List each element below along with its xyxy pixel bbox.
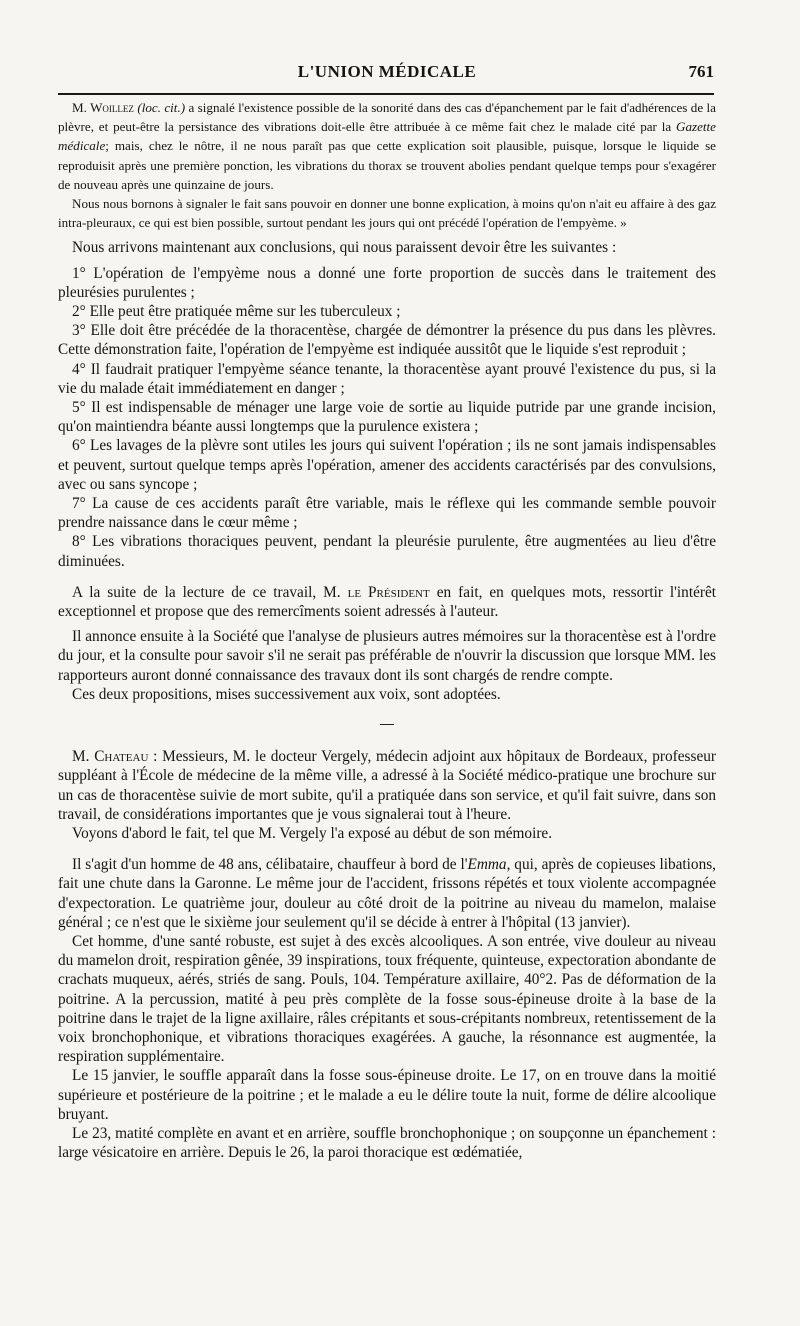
- president-title: le Président: [347, 583, 430, 601]
- paragraph-text: ; mais, chez le nôtre, il ne nous paraît pas que cette explication soit plausible, puisque, lorsque le liquide se reproduisit après une première ponction, les vibrations du thorax se trouvent abolies pendant quelque temps pour s'exagérer de nouveau après une quinzaine de jours.: [58, 138, 716, 192]
- conclusion-item: 2° Elle peut être pratiquée même sur les tuberculeux ;: [72, 303, 401, 321]
- paragraph-text: A la suite de la lecture de ce travail, M.: [72, 583, 348, 601]
- conclusion-item: 5° Il est indispensable de ménager une large voie de sortie au liquide putride par une grande incision, qu'on maintiendra béante aussi longtemps que la purulence existera ;: [58, 399, 716, 436]
- speaker-woillez: M. Woillez: [72, 100, 134, 115]
- paragraph-text: Il s'agit d'un homme de 48 ans, célibataire, chauffeur à bord de l': [72, 856, 468, 874]
- paragraph-president: [58, 583, 716, 621]
- paragraph-jan15: Le 15 janvier, le souffle apparaît dans la fosse sous-épineuse droite. Le 17, on en trouve dans la moitié supérieure et postérieure de la poitrine ; et le malade a eu le délire toute la nuit, forme de délire alcoolique bruyant.: [58, 1067, 716, 1123]
- citation: (loc. cit.): [137, 100, 186, 115]
- paragraph-adopted: Ces deux propositions, mises successivement aux voix, sont adoptées.: [72, 685, 501, 703]
- page-number: 761: [688, 62, 714, 81]
- conclusion-item: 1° L'opération de l'empyème nous a donné une forte proportion de succès dans le traitement des pleurésies purulentes ;: [58, 264, 716, 301]
- running-header: [58, 62, 716, 88]
- paragraph-jan23: Le 23, matité complète en avant et en arrière, souffle bronchophonique ; on soupçonne un épanchement : large vésicatoire en arrière. Depuis le 26, la paroi thoracique est œdématiée,: [58, 1124, 716, 1162]
- header-rule: [58, 93, 714, 95]
- paragraph-chateau: [58, 747, 716, 824]
- paragraph-exam: Cet homme, d'une santé robuste, est sujet à des excès alcooliques. A son entrée, vive douleur au niveau du mamelon droit, respiration gênée, 39 inspirations, toux fréquente, quinteuse, expectoration abondante de crachats muqueux, aérés, striés de sang. Pouls, 104. Température axillaire, 40°2. Pas de déformation de la poitrine. A la percussion, matité à peu près complète de la fosse sous-épineuse droite à la base de la poitrine dans le trajet de la ligne axillaire, râles crépitants et sous-crépitants nombreux, retentissement de la voix bronchophonique, et vibrations thoraciques exagérées. A gauche, la résonnance est augmentée, la respiration supplémentaire.: [58, 932, 716, 1066]
- paragraph-bornons: Nous nous bornons à signaler le fait sans pouvoir en donner une bonne explication, à moins qu'on n'ait eu affaire à des gaz intra-pleuraux, ce qui est bien possible, surtout pendant les jours qui ont précédé l'opération de l'empyème. »: [58, 196, 716, 231]
- conclusions-list: [58, 264, 716, 571]
- paragraph-text: en fait, en quelques mots, ressortir l'intérêt exceptionnel et propose que des remercîments soient adressés à l'auteur.: [58, 583, 716, 621]
- paragraph-text: , qui, après de copieuses libations, fait une chute dans la Garonne. Le même jour de l'accident, frissons répétés et toux violente accompagnée d'expectoration. Le quatrième jour, douleur au côté droit de la poitrine au niveau du mamelon, malaise général ; ce n'est que le sixième jour seulement qu'il se décide à entrer à l'hôpital (13 janvier).: [58, 856, 716, 931]
- conclusion-item: 6° Les lavages de la plèvre sont utiles les jours qui suivent l'opération ; ils ne sont jamais indispensables et peuvent, surtout quelque temps après l'opération, amener des accidents caractérisés par des convulsions, avec ou sans syncope ;: [58, 437, 716, 493]
- journal-reference: Gazette médicale: [58, 119, 716, 154]
- conclusion-item: 4° Il faudrait pratiquer l'empyème séance tenante, la thoracentèse ayant prouvé l'existence du pus, si la vie du malade était immédiatement en danger ;: [58, 360, 716, 397]
- conclusion-item: 8° Les vibrations thoraciques peuvent, pendant la pleurésie purulente, être augmentées au lieu d'être diminuées.: [58, 533, 716, 570]
- conclusions-intro: Nous arrivons maintenant aux conclusions, qui nous paraissent devoir être les suivantes :: [72, 239, 617, 257]
- paragraph-text: : Messieurs, M. le docteur Vergely, médecin adjoint aux hôpitaux de Bordeaux, professeur suppléant à l'École de médecine de la même ville, a adressé à la Société médico-pratique une brochure sur un cas de thoracentèse suivie de mort subite, qu'il a pratiquée dans son service, et qu'il fait suivre, dans son travail, de considérations importantes que je vous signalerai tout à l'heure.: [58, 748, 716, 823]
- article-body: [58, 98, 716, 1162]
- paragraph-announce: Il annonce ensuite à la Société que l'analyse de plusieurs autres mémoires sur la thoracentèse est à l'ordre du jour, et la consulte pour savoir s'il ne serait pas préférable de n'ouvrir la discussion que lorsque MM. les rapporteurs auront donné connaissance des travaux dont ils sont chargés de rendre compte.: [58, 628, 716, 684]
- journal-title: L'UNION MÉDICALE: [297, 62, 477, 81]
- speaker-chateau: M. Chateau: [72, 748, 149, 766]
- paragraph-case: [58, 855, 716, 932]
- paragraph-text: a signalé l'existence possible de la sonorité dans des cas d'épanchement par le fait d'adhérences de la plèvre, et peut-être la persistance des vibrations doit-elle être attribuée à ce même fait chez le malade cité par la: [58, 100, 716, 135]
- section-separator: [380, 724, 394, 725]
- ship-name: Emma: [467, 856, 507, 874]
- conclusion-item: 3° Elle doit être précédée de la thoracentèse, chargée de démontrer la présence du pus dans les plèvres. Cette démonstration faite, l'opération de l'empyème est indiquée aussitôt que le liquide s'est reproduit ;: [58, 322, 716, 359]
- paragraph-woillez: [58, 98, 716, 194]
- paragraph-voyons: Voyons d'abord le fait, tel que M. Vergely l'a exposé au début de son mémoire.: [72, 824, 553, 842]
- conclusion-item: 7° La cause de ces accidents paraît être variable, mais le réflexe qui les commande semble pouvoir prendre naissance dans le cœur même ;: [58, 495, 716, 532]
